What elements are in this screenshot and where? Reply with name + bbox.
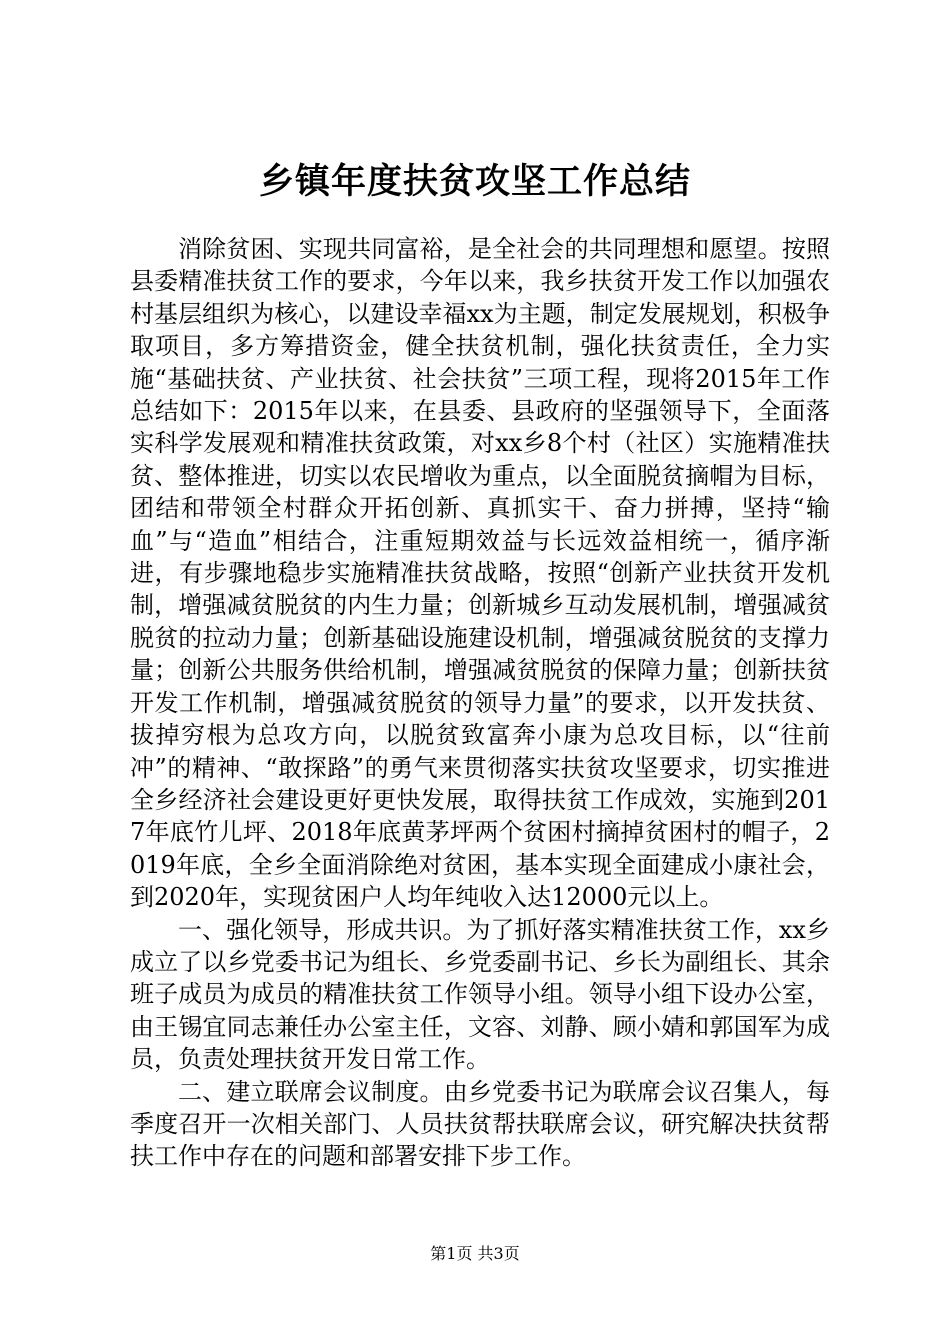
paragraph-section-2: 二、建立联席会议制度。由乡党委书记为联席会议召集人，每季度召开一次相关部门、人员扶贫帮扶联席会议，研究解决扶贫帮扶工作中存在的问题和部署安排下步工作。 [130,1077,830,1171]
page-footer: 第1页 共3页 [430,1244,520,1263]
document-title: 乡镇年度扶贫攻坚工作总结 [258,162,691,202]
paragraph-section-1: 一、强化领导，形成共识。为了抓好落实精准扶贫工作，xx乡成立了以乡党委书记为组长、乡党委副书记、乡长为副组长、其余班子成员为成员的精准扶贫工作领导小组。领导小组下设办公室，由王锡宜同志兼任办公室主任，文容、刘静、顾小婧和郭国军为成员，负责处理扶贫开发日常工作。 [130,915,830,1074]
document-body [130,233,830,1173]
paragraph-intro: 消除贫困、实现共同富裕，是全社会的共同理想和愿望。按照县委精准扶贫工作的要求，今年以来，我乡扶贫开发工作以加强农村基层组织为核心，以建设幸福xx为主题，制定发展规划，积极争取项目，多方筹措资金，健全扶贫机制，强化扶贫责任，全力实施“基础扶贫、产业扶贫、社会扶贫”三项工程，现将2015年工作总结如下：2015年以来，在县委、县政府的坚强领导下，全面落实科学发展观和精准扶贫政策，对xx乡8个村（社区）实施精准扶贫、整体推进，切实以农民增收为重点，以全面脱贫摘帽为目标，团结和带领全村群众开拓创新、真抓实干、奋力拼搏，坚持“输血”与“造血”相结合，注重短期效益与长远效益相统一，循序渐进，有步骤地稳步实施精准扶贫战略，按照“创新产业扶贫开发机制，增强减贫脱贫的内生力量；创新城乡互动发展机制，增强减贫脱贫的拉动力量；创新基础设施建设机制，增强减贫脱贫的支撑力量；创新公共服务供给机制，增强减贫脱贫的保障力量；创新扶贫开发工作机制，增强减贫脱贫的领导力量”的要求，以开发扶贫、拔掉穷根为总攻方向，以脱贫致富奔小康为总攻目标，以“往前冲”的精神、“敢探路”的勇气来贯彻落实扶贫攻坚要求，切实推进全乡经济社会建设更好更快发展，取得扶贫工作成效，实施到2017年底竹儿坪、2018年底黄茅坪两个贫困村摘掉贫困村的帽子，2019年底，全乡全面消除绝对贫困，基本实现全面建成小康社会，到2020年，实现贫困户人均年纯收入达12000元以上。 [130,235,830,912]
